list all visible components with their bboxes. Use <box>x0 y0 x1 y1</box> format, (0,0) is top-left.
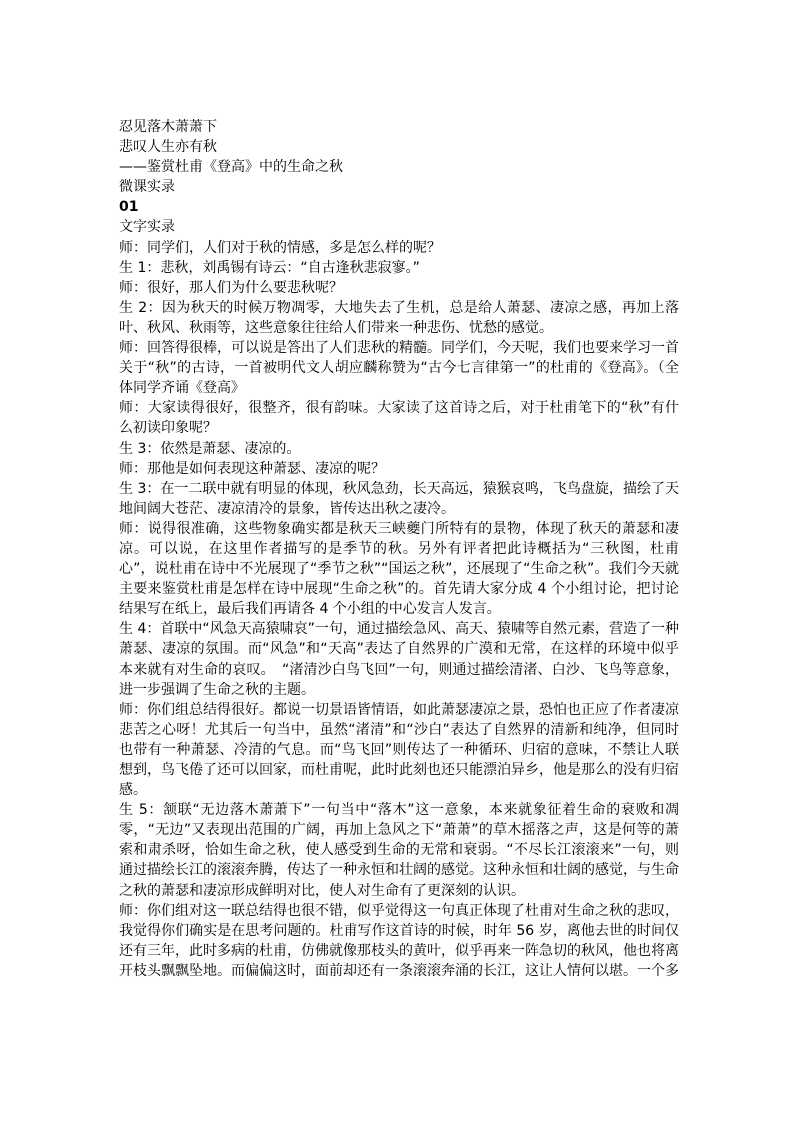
section-label: 微课实录 <box>119 179 175 196</box>
section-number: 01 <box>119 199 139 216</box>
paragraph: 生 1：悲秋，刘禹锡有诗云：“自古逢秋悲寂寥。” <box>119 259 420 276</box>
paragraph: 生 4：首联中“风急天高猿啸哀”一句，通过描绘急风、高天、猿啸等自然元素，营造了一种萧瑟、凄凉的氛围。而“风急”和“天高”表达了自然界的广漠和无常，在这样的环境中似乎本来就有对生命的哀叹。 “渚清沙白鸟飞回”一句，则通过描绘清渚、白沙、飞鸟等意象，进一步强调了生命之秋的主题。 <box>119 621 679 698</box>
paragraph: 师：大家读得很好，很整齐，很有韵味。大家读了这首诗之后，对于杜甫笔下的“秋”有什么初读印象呢？ <box>119 400 679 437</box>
document-body <box>119 117 679 981</box>
paragraph: 生 3：在一二联中就有明显的体现，秋风急劲，长天高远，猿猴哀鸣，飞鸟盘旋，描绘了天地间阔大苍茫、凄凉清冷的景象，皆传达出秋之凄冷。 <box>119 480 679 517</box>
paragraph: 生 5：颔联“无边落木萧萧下”一句当中“落木”这一意象，本来就象征着生命的衰败和凋零，“无边”又表现出范围的广阔，再加上急风之下“萧萧”的草木摇落之声，这是何等的萧索和肃杀呀，恰如生命之秋，使人感受到生命的无常和衰弱。“不尽长江滚滚来”一句，则通过描绘长江的滚滚奔腾，传达了一种永恒和壮阔的感觉。这种永恒和壮阔的感觉，与生命之秋的萧瑟和凄凉形成鲜明对比，使人对生命有了更深刻的认识。 <box>119 802 679 899</box>
paragraph: 师：回答得很棒，可以说是答出了人们悲秋的精髓。同学们，今天呢，我们也要来学习一首关于“秋”的古诗，一首被明代文人胡应麟称赞为“古今七言律第一”的杜甫的《登高》。（全体同学齐诵《登高》 <box>119 340 679 397</box>
title-line-1: 忍见落木萧萧下 <box>119 119 217 135</box>
paragraph: 师：同学们，人们对于秋的情感，多是怎么样的呢？ <box>119 239 441 256</box>
paragraph: 师：你们组总结得很好。都说一切景语皆情语，如此萧瑟凄凉之景，恐怕也正应了作者凄凉悲苦之心呀！尤其后一句当中，虽然“渚清”和“沙白”表达了自然界的清新和纯净，但同时也带有一种萧瑟、冷清的气息。而“鸟飞回”则传达了一种循环、归宿的意味，不禁让人联想到，鸟飞倦了还可以回家，而杜甫呢，此时此刻也还只能漂泊异乡，他是那么的没有归宿感。 <box>119 701 679 799</box>
paragraph: 师：很好，那人们为什么要悲秋呢？ <box>119 279 343 296</box>
paragraph: 师：你们组对这一联总结得也很不错，似乎觉得这一句真正体现了杜甫对生命之秋的悲叹，我觉得你们确实是在思考问题的。杜甫写作这首诗的时候，时年 56 岁，离他去世的时间仅还有三年，此时多病的杜甫，仿佛就像那枝头的黄叶，似乎再来一阵急切的秋风，他也将离开枝头飘飘坠地。而偏偏这时，面前却还有一条滚滚奔涌的长江，这让人情何以堪。一个多 <box>119 902 679 979</box>
paragraph: 生 3：依然是萧瑟、凄凉的。 <box>119 440 301 457</box>
title-line-2: 悲叹人生亦有秋 <box>119 139 217 156</box>
paragraph: 师：那他是如何表现这种萧瑟、凄凉的呢？ <box>119 460 385 477</box>
paragraph: 师：说得很准确，这些物象确实都是秋天三峡夔门所特有的景物，体现了秋天的萧瑟和凄凉。可以说，在这里作者描写的是季节的秋。另外有评者把此诗概括为“三秋图，杜甫心”，说杜甫在诗中不光展现了“季节之秋”“国运之秋”，还展现了“生命之秋”。我们今天就主要来鉴赏杜甫是怎样在诗中展现“生命之秋”的。首先请大家分成 4 个小组讨论，把讨论结果写在纸上，最后我们再请各 4 个小组的中心发言人发言。 <box>119 520 679 618</box>
paragraph: 生 2：因为秋天的时候万物凋零，大地失去了生机，总是给人萧瑟、凄凉之感，再加上落叶、秋风、秋雨等，这些意象往往给人们带来一种悲伤、忧愁的感觉。 <box>119 299 679 336</box>
subtitle: ——鉴赏杜甫《登高》中的生命之秋 <box>119 159 343 176</box>
section-heading: 文字实录 <box>119 219 175 236</box>
